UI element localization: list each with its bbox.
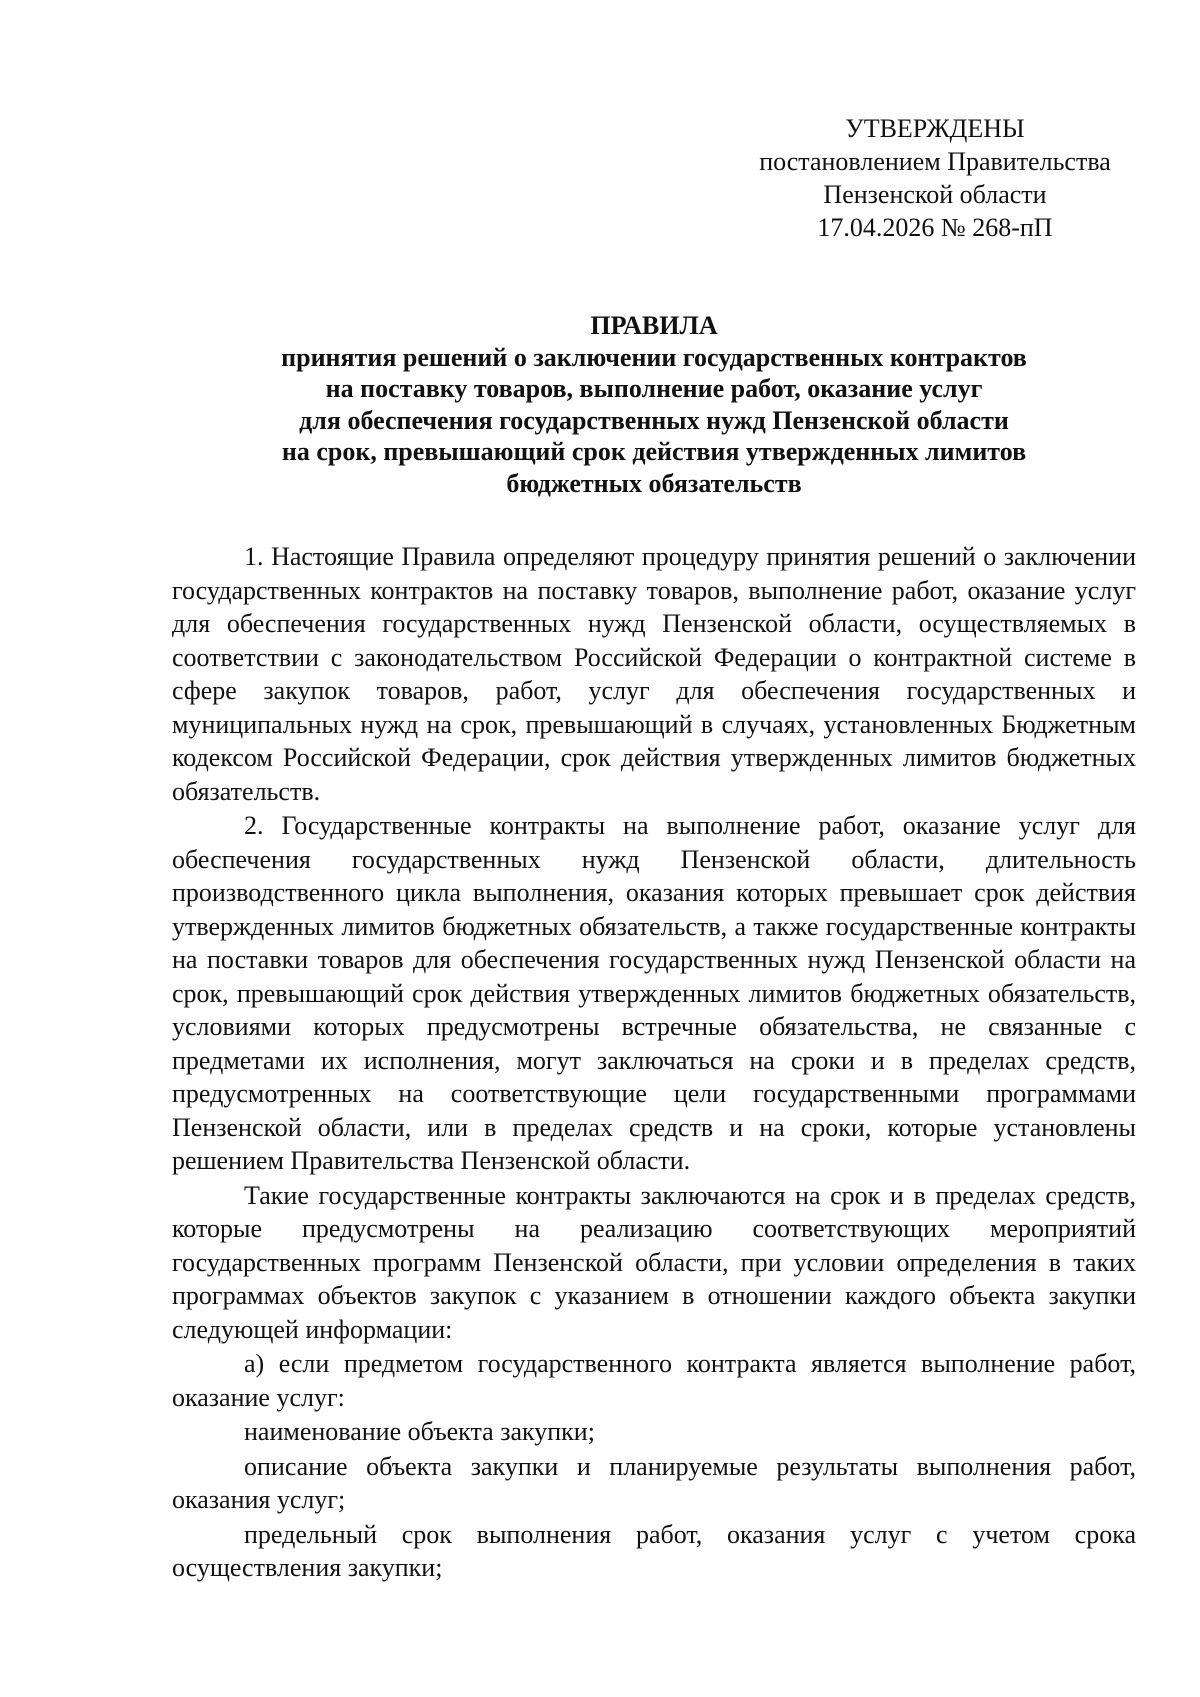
approval-stamp: [735, 112, 1135, 244]
paragraph-2-continuation: Такие государственные контракты заключаются на срок и в пределах средств, которые предусмотрены на реализацию соответствующих мероприятий государственных программ Пензенской области, при условии определения в таких программах объектов закупок с указанием в отношении каждого объекта закупки следующей информации:: [172, 1180, 1136, 1344]
approval-decree-line: постановлением Правительства: [759, 147, 1111, 176]
approval-date-number: 17.04.2026 № 268-пП: [817, 213, 1053, 242]
document-body: [172, 540, 1136, 1585]
title-line: на поставку товаров, выполнение работ, оказание услуг: [325, 374, 983, 403]
paragraph-item-a-name: наименование объекта закупки;: [244, 1417, 595, 1446]
paragraph-item-a-description: описание объекта закупки и планируемые результаты выполнения работ, оказания услуг;: [172, 1451, 1136, 1514]
title-line: бюджетных обязательств: [506, 468, 802, 498]
approval-region-line: Пензенской области: [823, 180, 1047, 209]
title-line: принятия решений о заключении государственных контрактов: [281, 342, 1027, 372]
approval-heading: УТВЕРЖДЕНЫ: [845, 114, 1025, 143]
paragraph-2: 2. Государственные контракты на выполнение работ, оказание услуг для обеспечения государственных нужд Пензенской области, длительность производственного цикла выполнения, оказания которых превышает срок действия утвержденных лимитов бюджетных обязательств, а также государственные контракты на поставки товаров для обеспечения государственных нужд Пензенской области на срок, превышающий срок действия утвержденных лимитов бюджетных обязательств, условиями которых предусмотрены встречные обязательства, не связанные с предметами их исполнения, могут заключаться на сроки и в пределах средств, предусмотренных на соответствующие цели государственными программами Пензенской области, или в пределах средств и на сроки, которые установлены решением Правительства Пензенской области.: [172, 811, 1136, 1175]
title-line: для обеспечения государственных нужд Пензенской области: [299, 405, 1009, 435]
title-heading: ПРАВИЛА: [590, 311, 718, 340]
paragraph-1: 1. Настоящие Правила определяют процедуру принятия решений о заключении государственных контрактов на поставку товаров, выполнение работ, оказание услуг для обеспечения государственных нужд Пензенской области, осуществляемых в соответствии с законодательством Российской Федерации о контрактной системе в сфере закупок товаров, работ, услуг для обеспечения государственных и муниципальных нужд на срок, превышающий в случаях, установленных Бюджетным кодексом Российской Федерации, срок действия утвержденных лимитов бюджетных обязательств.: [172, 542, 1136, 806]
paragraph-item-a: а) если предметом государственного контракта является выполнение работ, оказание услуг:: [172, 1349, 1136, 1412]
document-title: [172, 310, 1136, 499]
paragraph-item-a-deadline: предельный срок выполнения работ, оказания услуг с учетом срока осуществления закупки;: [172, 1519, 1136, 1582]
title-line: на срок, превышающий срок действия утвержденных лимитов: [281, 437, 1027, 466]
